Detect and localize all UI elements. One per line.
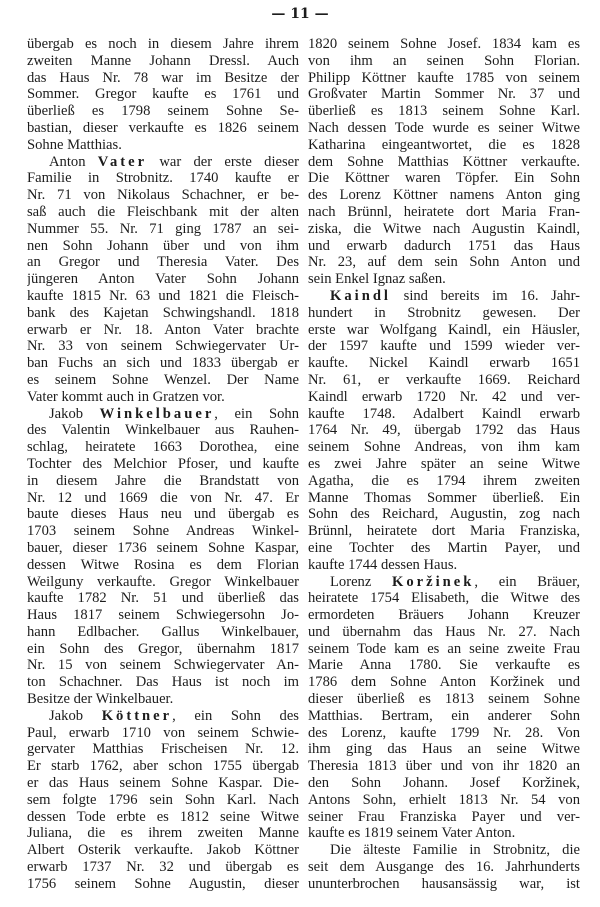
- text-line: Nr. 33 von seinem Schwiegervater Ur-: [27, 338, 299, 355]
- text-segment: , ein Sohn: [214, 405, 299, 422]
- text-line: 1764 Nr. 49, übergab 1792 das Haus: [308, 422, 580, 439]
- text-line: seinem Sohne Andreas, von ihm kam: [308, 439, 580, 456]
- family-name: Köttner: [101, 707, 173, 724]
- text-line: gervater Matthias Frischeisen Nr. 12.: [27, 741, 299, 758]
- text-line: Sohn des Reichard, Augustin, zog nach: [308, 506, 580, 523]
- text-segment: Jakob: [49, 707, 102, 724]
- text-line: Weilguny verkaufte. Gregor Winkelbauer: [27, 573, 299, 590]
- text-line: er das Haus seinem Sohne Kaspar. Die-: [27, 775, 299, 792]
- text-line: sein Enkel Ignaz saßen.: [308, 271, 446, 288]
- right-column: [308, 36, 580, 893]
- text-line: sem folgte 1796 sein Sohn Karl. Nach: [27, 791, 299, 808]
- text-line: Antons Sohn, erhielt 1813 Nr. 54 von: [308, 791, 580, 808]
- text-line: Nach dessen Tode wurde es seiner Witwe: [308, 119, 580, 136]
- text-line: Nr. 15 von seinem Schwiegervater An-: [27, 657, 299, 674]
- text-line: Marie Anna 1780. Sie verkaufte es: [308, 657, 580, 674]
- text-line: Nummer 55. Nr. 71 ging 1787 an sei-: [27, 220, 299, 237]
- text-line: jüngeren Anton Vater Sohn Johann: [27, 271, 299, 288]
- text-line: Manne Thomas Sommer überließ. Ein: [308, 489, 580, 506]
- text-line: Er starb 1762, aber schon 1755 übergab: [27, 758, 299, 775]
- text-line: Albert Osterik verkaufte. Jakob Köttner: [27, 842, 299, 859]
- text-line: 1786 dem Sohne Anton Koržinek und: [308, 674, 580, 691]
- text-line: Familie in Strobnitz. 1740 kaufte er: [27, 170, 299, 187]
- text-line: 1756 seinem Sohne Augustin, dieser: [27, 875, 299, 892]
- text-line: bauer, dieser 1736 seinem Sohne Kaspar,: [27, 539, 299, 556]
- text-line: ununterbrochen hausansässig war, ist: [308, 875, 580, 892]
- text-line: kaufte 1744 dessen Haus.: [308, 556, 458, 573]
- text-line: dessen Witwe Rosina es dem Florian: [27, 556, 299, 573]
- text-line: seinem Tode kam es an seine zweite Frau: [308, 640, 580, 657]
- text-line: ein Sohn des Gregor, übernahm 1817: [27, 640, 299, 657]
- text-line: es seinem Sohne Wenzel. Der Name: [27, 371, 299, 388]
- text-line: in diesem Jahre die Brandstatt von: [27, 472, 299, 489]
- text-line: bastian, dieser verkaufte es 1826 seinem: [27, 119, 299, 136]
- text-line: [27, 406, 299, 423]
- text-line: erste war Wolfgang Kaindl, ein Häusler,: [308, 321, 580, 338]
- family-name: Winkelbauer: [99, 405, 215, 422]
- text-line: ermordeten Bräuers Johann Kreuzer: [308, 607, 580, 624]
- text-line: der 1597 kaufte und 1599 wieder ver-: [308, 338, 580, 355]
- text-line: den Sohn Johann. Josef Koržinek,: [308, 775, 580, 792]
- text-line: Nr. 61, er verkaufte 1669. Reichard: [308, 371, 580, 388]
- text-line: [308, 288, 580, 305]
- text-line: Paul, erwarb 1710 von seinem Schwie-: [27, 724, 299, 741]
- text-line: dessen Tode erbte es 1812 seine Witwe: [27, 808, 299, 825]
- text-line: Tochter des Melchior Pfoser, und kaufte: [27, 455, 299, 472]
- text-line: Sommer. Gregor kaufte es 1761 und: [27, 86, 299, 103]
- text-line: schlag, heiratete 1663 Dorothea, eine: [27, 439, 299, 456]
- text-line: nen Sohn Johann über und von ihm: [27, 237, 299, 254]
- text-line: dieser überließ es 1813 seinem Sohne: [308, 691, 580, 708]
- text-line: das Haus Nr. 78 war im Besitze der: [27, 69, 299, 86]
- text-line: übergab es noch in diesem Jahre ihrem: [27, 36, 299, 52]
- text-line: Nr. 23, auf dem sein Sohn Anton und: [308, 254, 580, 271]
- text-line: kaufte 1815 Nr. 63 und 1821 die Fleisch-: [27, 287, 299, 304]
- text-segment: Anton: [49, 153, 98, 170]
- text-line: seit dem Ausgange des 16. Jahrhunderts: [308, 859, 580, 876]
- text-line: nach Brünnl, heiratete dort Maria Fran-: [308, 203, 580, 220]
- text-line: hann Edlbacher. Gallus Winkelbauer,: [27, 623, 299, 640]
- text-line: Katharina eingeantwortet, die es 1828: [308, 136, 580, 153]
- text-line: [27, 154, 299, 171]
- text-line: und erwarb dadurch 1751 das Haus: [308, 237, 580, 254]
- text-line: Brünnl, heiratete dort Maria Franziska,: [308, 523, 580, 540]
- text-line: von ihm an seinen Sohn Florian.: [308, 52, 580, 69]
- text-line: Besitze der Winkelbauer.: [27, 691, 174, 708]
- text-segment: war der erste dieser: [147, 153, 299, 170]
- text-line: ban Fuchs an sich und 1833 übergab er: [27, 355, 299, 372]
- text-line: des Lorenz Köttner namens Anton ging: [308, 187, 580, 204]
- text-line: [308, 574, 580, 591]
- text-line: hundert in Strobnitz gewesen. Der: [308, 304, 580, 321]
- text-line: kaufte. Nickel Kaindl erwarb 1651: [308, 355, 580, 372]
- text-line: Sohne Matthias.: [27, 136, 122, 153]
- text-line: des Lorenz, kaufte 1799 Nr. 28. Von: [308, 724, 580, 741]
- text-line: Agatha, die es 1794 ihrem zweiten: [308, 472, 580, 489]
- text-line: 1703 seinem Sohne Andreas Winkel-: [27, 523, 299, 540]
- text-line: heiratete 1754 Elisabeth, die Witwe des: [308, 590, 580, 607]
- text-line: kaufte 1782 Nr. 51 und überließ das: [27, 590, 299, 607]
- text-line: und übernahm das Haus Nr. 27. Nach: [308, 623, 580, 640]
- text-line: ihm ging das Haus an seine Witwe: [308, 741, 580, 758]
- text-line: ton Schachner. Das Haus ist noch im: [27, 674, 299, 691]
- text-line: ziska, die Witwe nach Augustin Kaindl,: [308, 220, 580, 237]
- text-line: Nr. 12 und 1669 die von Nr. 47. Er: [27, 489, 299, 506]
- text-line: dem Sohne Matthias Köttner verkaufte.: [308, 153, 580, 170]
- text-line: erwarb 1737 Nr. 32 und übergab es: [27, 859, 299, 876]
- family-name: Vater: [97, 153, 148, 170]
- text-line: [27, 708, 299, 725]
- text-line: kaufte 1748. Adalbert Kaindl erwarb: [308, 405, 580, 422]
- text-line: kaufte es 1819 seinem Vater Anton.: [308, 825, 516, 842]
- text-line: überließ es 1813 seinem Sohne Karl.: [308, 103, 580, 120]
- text-line: an Gregor und Theresia Vater. Des: [27, 254, 299, 271]
- text-line: Theresia 1813 über und von ihr 1820 an: [308, 758, 580, 775]
- text-line: Die Köttner waren Töpfer. Ein Sohn: [308, 170, 580, 187]
- text-line: bank des Kajetan Schwingshandl. 1818: [27, 304, 299, 321]
- left-column: [27, 36, 299, 893]
- text-line: es zwei Jahre später an seine Witwe: [308, 455, 580, 472]
- family-name: Kaindl: [330, 287, 391, 304]
- family-name: Koržinek: [392, 573, 475, 590]
- text-line: 1820 seinem Sohne Josef. 1834 kam es: [308, 36, 580, 52]
- text-line: Juliana, die es ihrem zweiten Manne: [27, 825, 299, 842]
- text-line: seiner Frau Franziska Payer und ver-: [308, 808, 580, 825]
- text-line: Haus 1817 seinem Schwiegersohn Jo-: [27, 607, 299, 624]
- text-line: Nr. 71 von Nikolaus Schachner, er be-: [27, 187, 299, 204]
- text-segment: , ein Bräuer,: [474, 573, 580, 590]
- text-line: überließ es 1798 seinem Sohne Se-: [27, 103, 299, 120]
- text-segment: Jakob: [49, 405, 100, 422]
- text-line: des Valentin Winkelbauer aus Rauhen-: [27, 422, 299, 439]
- text-line: Matthias. Bertram, ein anderer Sohn: [308, 707, 580, 724]
- text-line: Großvater Martin Sommer Nr. 37 und: [308, 86, 580, 103]
- text-segment: Lorenz: [330, 573, 393, 590]
- text-line: saß auch die Fleischbank mit der alten: [27, 203, 299, 220]
- text-line: Vater kommt auch in Gratzen vor.: [27, 388, 225, 405]
- text-line: erwarb er Nr. 18. Anton Vater brachte: [27, 321, 299, 338]
- text-line: eine Tochter des Martin Payer, und: [308, 539, 580, 556]
- text-segment: , ein Sohn des: [172, 707, 299, 724]
- text-line: Philipp Köttner kaufte 1785 von seinem: [308, 69, 580, 86]
- text-segment: sind bereits im 16. Jahr-: [391, 287, 580, 304]
- text-line: Kaindl erwarb 1720 Nr. 42 und ver-: [308, 388, 580, 405]
- text-line: baute dieses Haus neu und übergab es: [27, 506, 299, 523]
- page-number: — 11 —: [271, 6, 329, 22]
- text-line: Die älteste Familie in Strobnitz, die: [330, 842, 580, 859]
- text-line: zweiten Manne Johann Dressl. Auch: [27, 52, 299, 69]
